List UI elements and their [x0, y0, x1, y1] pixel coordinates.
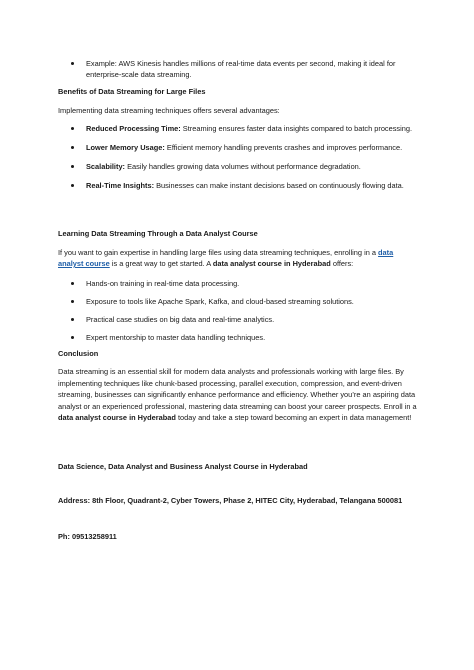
- benefit-item: [58, 123, 418, 134]
- learning-item: Exposure to tools like Apache Spark, Kafka, and cloud-based streaming solutions.: [58, 296, 418, 307]
- footer-address: Address: 8th Floor, Quadrant-2, Cyber Towers, Phase 2, HITEC City, Hyderabad, Telangana 500081: [58, 496, 403, 505]
- conclusion-heading: Conclusion: [58, 349, 99, 358]
- benefit-text: Businesses can make instant decisions based on continuously flowing data.: [154, 181, 404, 190]
- benefit-term: Real-Time Insights:: [86, 181, 155, 190]
- footer-title: Data Science, Data Analyst and Business Analyst Course in Hyderabad: [58, 462, 308, 471]
- intro-bullet-list: [58, 58, 418, 80]
- learning-text-start: If you want to gain expertise in handling large files using data streaming techniques, enrolling in a: [58, 248, 379, 257]
- learning-heading: Learning Data Streaming Through a Data Analyst Course: [58, 229, 258, 238]
- conclusion-paragraph: [58, 366, 420, 424]
- data-analyst-course-link[interactable]: data analyst course: [58, 248, 394, 268]
- benefits-intro: Implementing data streaming techniques offers several advantages:: [58, 106, 280, 115]
- benefit-item: [58, 161, 418, 172]
- conclusion-text-start: Data streaming is an essential skill for modern data analysts and professionals working with large files. By implementing techniques like chunk-based processing, parallel execution, compression, and event-driven streaming, businesses can significantly enhance performance and efficiency. Whether you’re an aspiring data analyst or an experienced professional, mastering data streaming can boost your career prospects. Enroll in a: [58, 367, 417, 411]
- learning-paragraph: [58, 247, 420, 269]
- benefit-term: Scalability:: [86, 162, 126, 171]
- benefit-item: [58, 180, 418, 191]
- benefit-term: Reduced Processing Time:: [86, 124, 181, 133]
- conclusion-bold-text: data analyst course in Hyderabad: [58, 413, 176, 422]
- benefit-term: Lower Memory Usage:: [86, 143, 165, 152]
- benefit-text: Easily handles growing data volumes without performance degradation.: [125, 162, 361, 171]
- benefit-text: Streaming ensures faster data insights compared to batch processing.: [180, 124, 413, 133]
- benefits-heading: Benefits of Data Streaming for Large Files: [58, 87, 206, 96]
- benefit-text: Efficient memory handling prevents crashes and improves performance.: [164, 143, 403, 152]
- footer-phone: Ph: 09513258911: [58, 532, 117, 541]
- conclusion-text-end: today and take a step toward becoming an expert in data management!: [175, 413, 412, 422]
- learning-list: [58, 278, 418, 343]
- learning-text-mid: is a great way to get started. A: [109, 259, 213, 268]
- list-item: Example: AWS Kinesis handles millions of real-time data events per second, making it ideal for enterprise-scale data streaming.: [58, 58, 418, 80]
- learning-bold-text: data analyst course in Hyderabad: [212, 259, 331, 268]
- benefit-item: [58, 142, 418, 153]
- learning-item: Hands-on training in real-time data processing.: [58, 278, 418, 289]
- learning-item: Practical case studies on big data and real-time analytics.: [58, 314, 418, 325]
- benefits-list: [58, 123, 418, 191]
- learning-text-end: offers:: [330, 259, 354, 268]
- learning-item: Expert mentorship to master data handling techniques.: [58, 332, 418, 343]
